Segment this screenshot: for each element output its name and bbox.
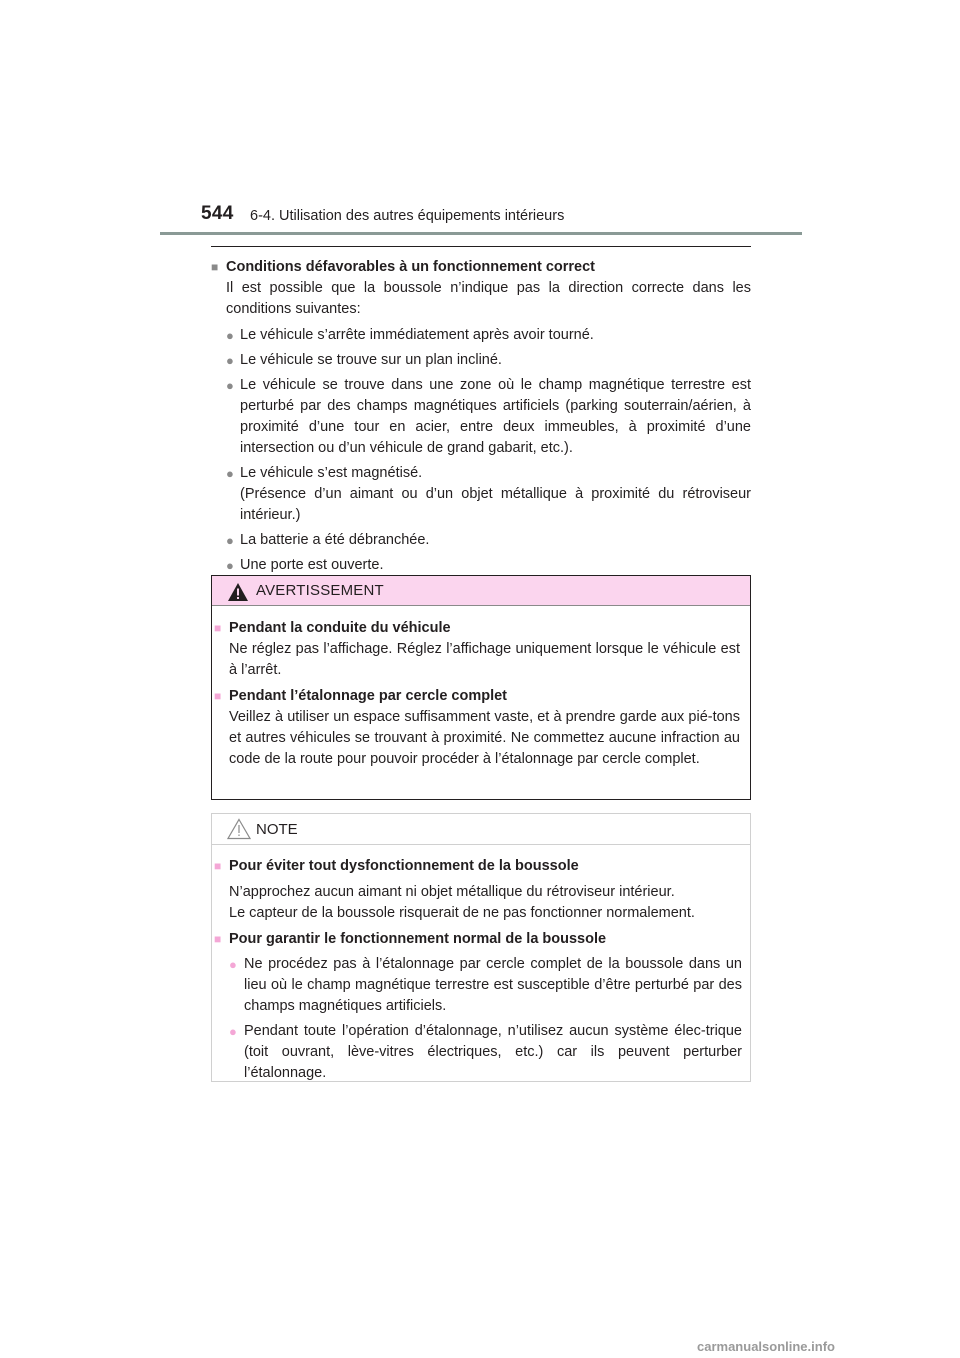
- page-number: 544: [201, 203, 234, 224]
- list-item: [211, 463, 751, 526]
- note-heading-normal-operation: [212, 929, 742, 950]
- section-title: 6-4. Utilisation des autres équipements intérieurs: [250, 208, 565, 224]
- square-icon: ■: [214, 859, 222, 873]
- list-item: [212, 1021, 742, 1084]
- warning-heading-driving: [212, 618, 740, 639]
- warning-heading-text: Pendant l’étalonnage par cercle complet: [229, 688, 507, 704]
- list-item-text: [240, 463, 751, 526]
- list-item-text: Une porte est ouverte.: [240, 557, 384, 573]
- warning-triangle-icon: [227, 582, 249, 602]
- warning-title-bar: [212, 576, 750, 606]
- header-rule: [160, 232, 802, 235]
- list-item: [211, 530, 751, 551]
- warning-text-driving: Ne réglez pas l’affichage. Réglez l’affichage uniquement lorsque le véhicule est à l’arrêt.: [229, 641, 740, 678]
- warning-heading-calibration: [212, 686, 740, 707]
- bullet-icon: ●: [226, 466, 234, 481]
- conditions-title: Conditions défavorables à un fonctionnement correct: [226, 259, 595, 275]
- list-item-text: Pendant toute l’opération d’étalonnage, n’utilisez aucun système élec-trique (toit ouvrant, lève-vitres électriques, etc.) car ils peuvent perturber l’étalonnage.: [244, 1023, 742, 1081]
- bullet-icon: ●: [226, 378, 234, 393]
- list-item-text: Le véhicule se trouve dans une zone où le champ magnétique terrestre est perturbé par des champs magnétiques artificiels (parking souterrain/aérien, à proximité d’une tour en acier, entre deux immeubles, à proximité d’une intersection ou d’un véhicule de grand gabarit, etc.).: [240, 377, 751, 456]
- bullet-icon: ●: [226, 558, 234, 573]
- note-text-line: N’approchez aucun aimant ni objet métallique du rétroviseur intérieur.: [229, 884, 675, 900]
- list-item: [211, 325, 751, 346]
- warning-heading-text: Pendant la conduite du véhicule: [229, 620, 451, 636]
- note-title-bar: [212, 814, 750, 845]
- note-text-line: Le capteur de la boussole risquerait de ne pas fonctionner normalement.: [229, 905, 695, 921]
- note-heading-text: Pour garantir le fonctionnement normal de la boussole: [229, 931, 607, 947]
- list-item-text: Le véhicule s’arrête immédiatement après avoir tourné.: [240, 327, 594, 343]
- note-heading-text: Pour éviter tout dysfonctionnement de la boussole: [229, 858, 579, 874]
- watermark: carmanualsonline.info: [697, 1339, 835, 1354]
- page-header: [0, 0, 960, 240]
- bullet-icon: ●: [226, 353, 234, 368]
- magnetized-detail: (Présence d’un aimant ou d’un objet métallique à proximité du rétroviseur intérieur.): [240, 486, 751, 523]
- bullet-icon: ●: [226, 328, 234, 343]
- square-icon: ■: [214, 689, 222, 703]
- note-box: [211, 813, 751, 1082]
- square-icon: ■: [211, 260, 219, 274]
- warning-text-calibration: Veillez à utiliser un espace suffisamment vaste, et à prendre garde aux pié-tons et autres véhicules se trouvant à proximité. Ne commettez aucune infraction au code de la route pour pouvoir procéder à l’étalonnage par cercle complet.: [229, 709, 740, 767]
- list-item-text: La batterie a été débranchée.: [240, 532, 430, 548]
- conditions-intro: Il est possible que la boussole n’indique pas la direction correcte dans les conditions suivantes:: [226, 280, 751, 317]
- warning-title: AVERTISSEMENT: [256, 582, 384, 599]
- conditions-section: [211, 246, 751, 576]
- list-item: [211, 555, 751, 576]
- bullet-icon: ●: [229, 1024, 237, 1039]
- list-item: [211, 375, 751, 459]
- warning-box: [211, 575, 751, 800]
- bullet-icon: ●: [229, 957, 237, 972]
- magnetized-line: Le véhicule s’est magnétisé.: [240, 465, 423, 481]
- conditions-heading: [211, 257, 751, 278]
- content-top-rule: [211, 246, 751, 247]
- note-title: NOTE: [256, 821, 298, 838]
- note-heading-malfunction: [212, 856, 742, 877]
- list-item: [212, 954, 742, 1017]
- warning-body: [212, 606, 750, 770]
- note-body: [212, 845, 750, 1084]
- list-item-text: Ne procédez pas à l’étalonnage par cercle complet de la boussole dans un lieu où le champ magnétique terrestre est susceptible d’être perturbé par des champs magnétiques artificiels.: [244, 956, 742, 1014]
- bullet-icon: ●: [226, 533, 234, 548]
- caution-outline-icon: [227, 818, 251, 840]
- square-icon: ■: [214, 932, 222, 946]
- list-item: [211, 350, 751, 371]
- square-icon: ■: [214, 621, 222, 635]
- list-item-text: Le véhicule se trouve sur un plan incliné.: [240, 352, 502, 368]
